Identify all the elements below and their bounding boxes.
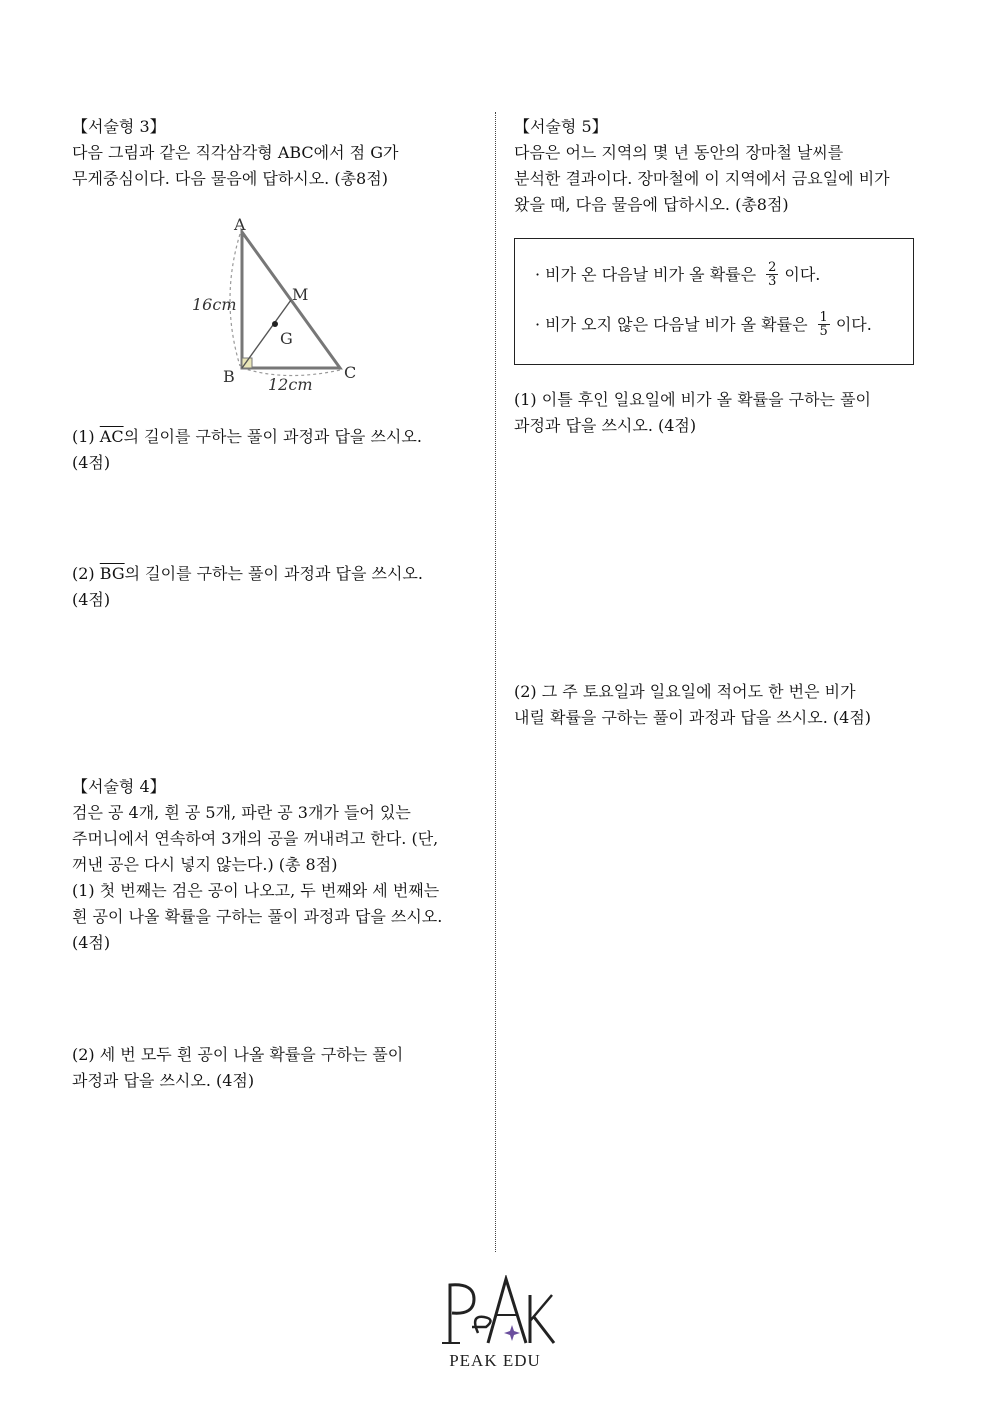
label-a: A xyxy=(234,215,246,234)
q5-body-line2: 분석한 결과이다. 장마철에 이 지역에서 금요일에 비가 xyxy=(514,169,890,188)
bullet1-text: · 비가 온 다음날 비가 올 확률은 xyxy=(535,264,757,284)
q3-sub1-question xyxy=(72,424,482,450)
triangle-diagram xyxy=(186,212,366,396)
peak-logo xyxy=(430,1275,560,1375)
q3-sub1 xyxy=(72,424,482,476)
q3-sub2-prefix: (2) xyxy=(72,564,95,583)
q3-sub1-points: (4점) xyxy=(72,453,111,472)
q5-sub1-line2: 과정과 답을 쓰시오. (4점) xyxy=(514,416,697,435)
bullet2-numerator: 1 xyxy=(819,310,828,325)
q4-sub2-line2: 과정과 답을 쓰시오. (4점) xyxy=(72,1071,255,1090)
q3-body-line1: 다음 그림과 같은 직각삼각형 ABC에서 점 G가 xyxy=(72,143,399,162)
bullet2-text: · 비가 오지 않은 다음날 비가 올 확률은 xyxy=(535,314,808,334)
bullet1-suffix: 이다. xyxy=(784,264,821,284)
q5-sub1-line1: (1) 이틀 후인 일요일에 비가 올 확률을 구하는 풀이 xyxy=(514,390,872,409)
label-m: M xyxy=(292,285,309,304)
q3-body-line2: 무게중심이다. 다음 물음에 답하시오. (총8점) xyxy=(72,169,388,188)
fraction-two-thirds xyxy=(766,261,778,288)
peak-logo-mark xyxy=(430,1275,560,1347)
q4-body-line1: 검은 공 4개, 흰 공 5개, 파란 공 3개가 들어 있는 xyxy=(72,803,411,822)
q4-sub1-points: (4점) xyxy=(72,933,111,952)
q3-title: 【서술형 3】 xyxy=(72,117,166,136)
q4-body-line2: 주머니에서 연속하여 3개의 공을 꺼내려고 한다. (단, xyxy=(72,829,439,848)
centroid-point xyxy=(272,321,278,327)
q5-title: 【서술형 5】 xyxy=(514,117,608,136)
q4-title: 【서술형 4】 xyxy=(72,777,166,796)
q5-sub2 xyxy=(514,679,919,731)
q3-sub2 xyxy=(72,561,482,613)
label-side-bc: 12cm xyxy=(268,375,313,394)
label-c: C xyxy=(344,363,357,382)
q3-sub2-text: 의 길이를 구하는 풀이 과정과 답을 쓰시오. xyxy=(124,564,423,583)
q5-body-line3: 왔을 때, 다음 물음에 답하시오. (총8점) xyxy=(514,195,789,214)
q5-body-line1: 다음은 어느 지역의 몇 년 동안의 장마철 날씨를 xyxy=(514,143,844,162)
triangle-figure xyxy=(186,212,366,396)
condition-box xyxy=(514,238,914,365)
q5-sub1 xyxy=(514,387,919,439)
q3-sub2-question xyxy=(72,561,482,587)
brand-text: PEAK EDU xyxy=(449,1351,541,1370)
bullet1-numerator: 2 xyxy=(768,260,777,275)
right-column xyxy=(514,114,919,218)
segment-ac: $\overline{AC}$ xyxy=(99,427,124,446)
q4-sub2 xyxy=(72,1042,482,1094)
q5-sub2-line2: 내릴 확률을 구하는 풀이 과정과 답을 쓰시오. (4점) xyxy=(514,708,872,727)
label-g: G xyxy=(280,329,293,348)
label-b: B xyxy=(223,367,235,386)
q4-sub2-line1: (2) 세 번 모두 흰 공이 나올 확률을 구하는 풀이 xyxy=(72,1045,404,1064)
q4-body-line3: 꺼낸 공은 다시 넣지 않는다.) (총 8점) xyxy=(72,855,338,874)
q5-sub2-line1: (2) 그 주 토요일과 일요일에 적어도 한 번은 비가 xyxy=(514,682,856,701)
label-side-ab: 16cm xyxy=(192,295,237,314)
bullet1-denominator: 3 xyxy=(768,274,777,289)
segment-bg: $\overline{BG}$ xyxy=(99,564,125,583)
q3-sub1-text: 의 길이를 구하는 풀이 과정과 답을 쓰시오. xyxy=(123,427,422,446)
condition-bullet-2 xyxy=(535,311,872,338)
q3-sub2-points: (4점) xyxy=(72,590,111,609)
fraction-one-fifth xyxy=(818,311,830,338)
q3-sub1-prefix: (1) xyxy=(72,427,95,446)
bullet2-denominator: 5 xyxy=(819,324,828,339)
q4-sub1-line2: 흰 공이 나올 확률을 구하는 풀이 과정과 답을 쓰시오. xyxy=(72,907,443,926)
column-divider xyxy=(495,112,496,1252)
left-column xyxy=(72,114,482,192)
condition-bullet-1 xyxy=(535,261,820,288)
q4-sub1-line1: (1) 첫 번째는 검은 공이 나오고, 두 번째와 세 번째는 xyxy=(72,881,440,900)
q4-block xyxy=(72,774,482,956)
bullet2-suffix: 이다. xyxy=(835,314,872,334)
